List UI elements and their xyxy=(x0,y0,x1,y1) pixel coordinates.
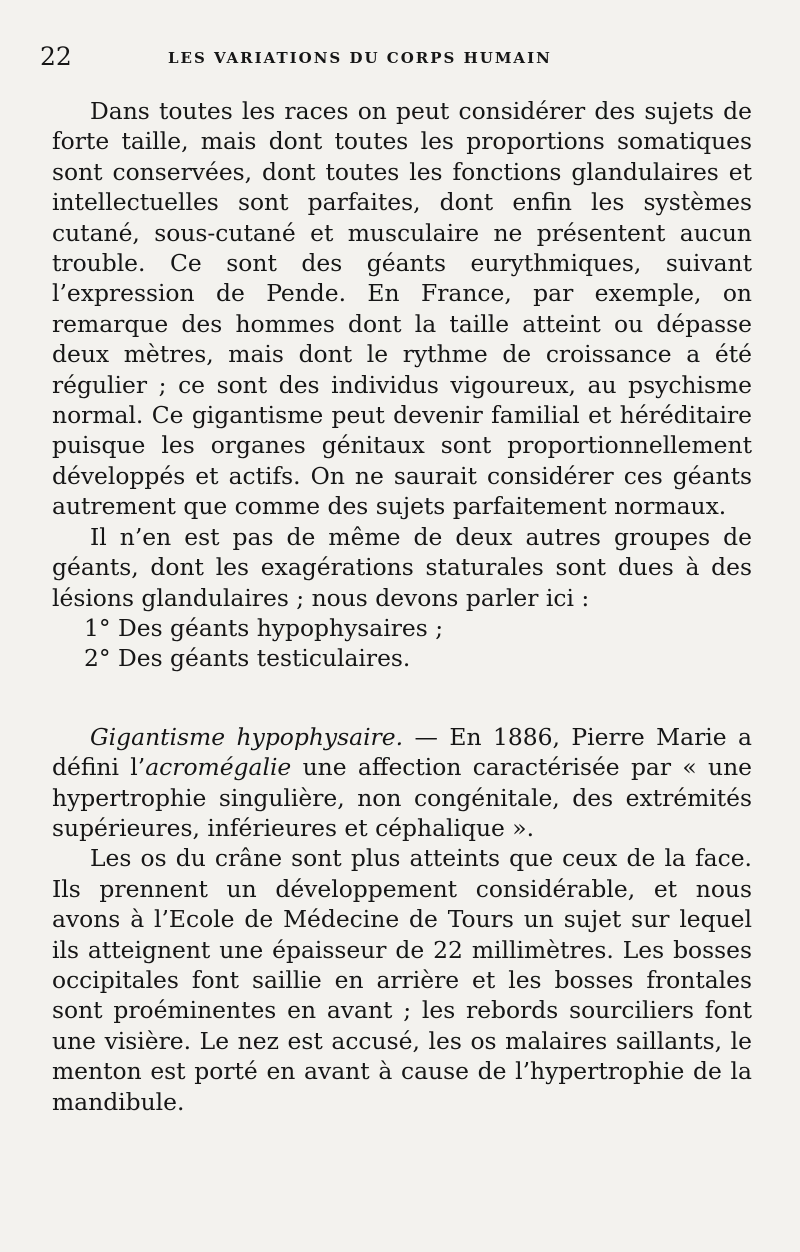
paragraph-skull-bones: Les os du crâne sont plus atteints que ceux de la face. Ils prennent un développement considérable, et nous avons à l’Ecole de Médecine de Tours un sujet sur lequel ils atteignent une épaisseur de 22 millimètres. Les bosses occipitales font saillie en arrière et les bosses frontales sont proéminentes en avant ; les rebords sourciliers font une visière. Le nez est accusé, les os malaires saillants, le menton est porté en avant à cause de l’hypertrophie de la mandibule. xyxy=(52,844,752,1116)
term-acromegaly: acromégalie xyxy=(145,753,292,782)
paragraph-giants-eurythmic: Dans toutes les races on peut considérer des sujets de forte taille, mais dont toutes les proportions somatiques sont conservées, dont toutes les fonctions glandulaires et intellectuelles sont parfaites, dont enfin les systèmes cutané, sous-cutané et musculaire ne présentent aucun trouble. Ce sont des géants eurythmiques, suivant l’expression de Pende. En France, par exemple, on remarque des hommes dont la taille atteint ou dépasse deux mètres, mais dont le rythme de croissance a été régulier ; ce sont des individus vigoureux, au psychisme normal. Ce gigantisme peut devenir familial et héréditaire puisque les organes génitaux sont proportionnellement développés et actifs. On ne saurait considérer ces géants autrement que comme des sujets parfaitement normaux. xyxy=(52,97,752,521)
list-item-hypophyseal: 1° Des géants hypophysaires ; xyxy=(84,613,444,642)
paragraph-glandular-giants: Il n’en est pas de même de deux autres groupes de géants, dont les exagérations staturales sont dues à des lésions glandulaires ; nous devons parler ici : xyxy=(52,522,752,612)
list-item-testicular: 2° Des géants testiculaires. xyxy=(84,644,411,673)
section-gap xyxy=(52,674,752,722)
giant-types-list xyxy=(52,613,752,674)
page-number: 22 xyxy=(40,42,72,71)
paragraph-hypophyseal-gigantism xyxy=(52,722,752,844)
paragraph-text-part: — En 1886, Pierre Marie a défini l’ xyxy=(52,722,752,782)
running-title: LES VARIATIONS DU CORPS HUMAIN xyxy=(168,49,552,67)
body-text xyxy=(52,96,752,1117)
paragraph-text-part: une affection caractérisée par « une hypertrophie singulière, non congénitale, des extrémités supérieures, inférieures et céphalique ». xyxy=(52,753,752,842)
section-title: Gigantisme hypophysaire. xyxy=(90,722,404,751)
page-header xyxy=(40,40,760,74)
